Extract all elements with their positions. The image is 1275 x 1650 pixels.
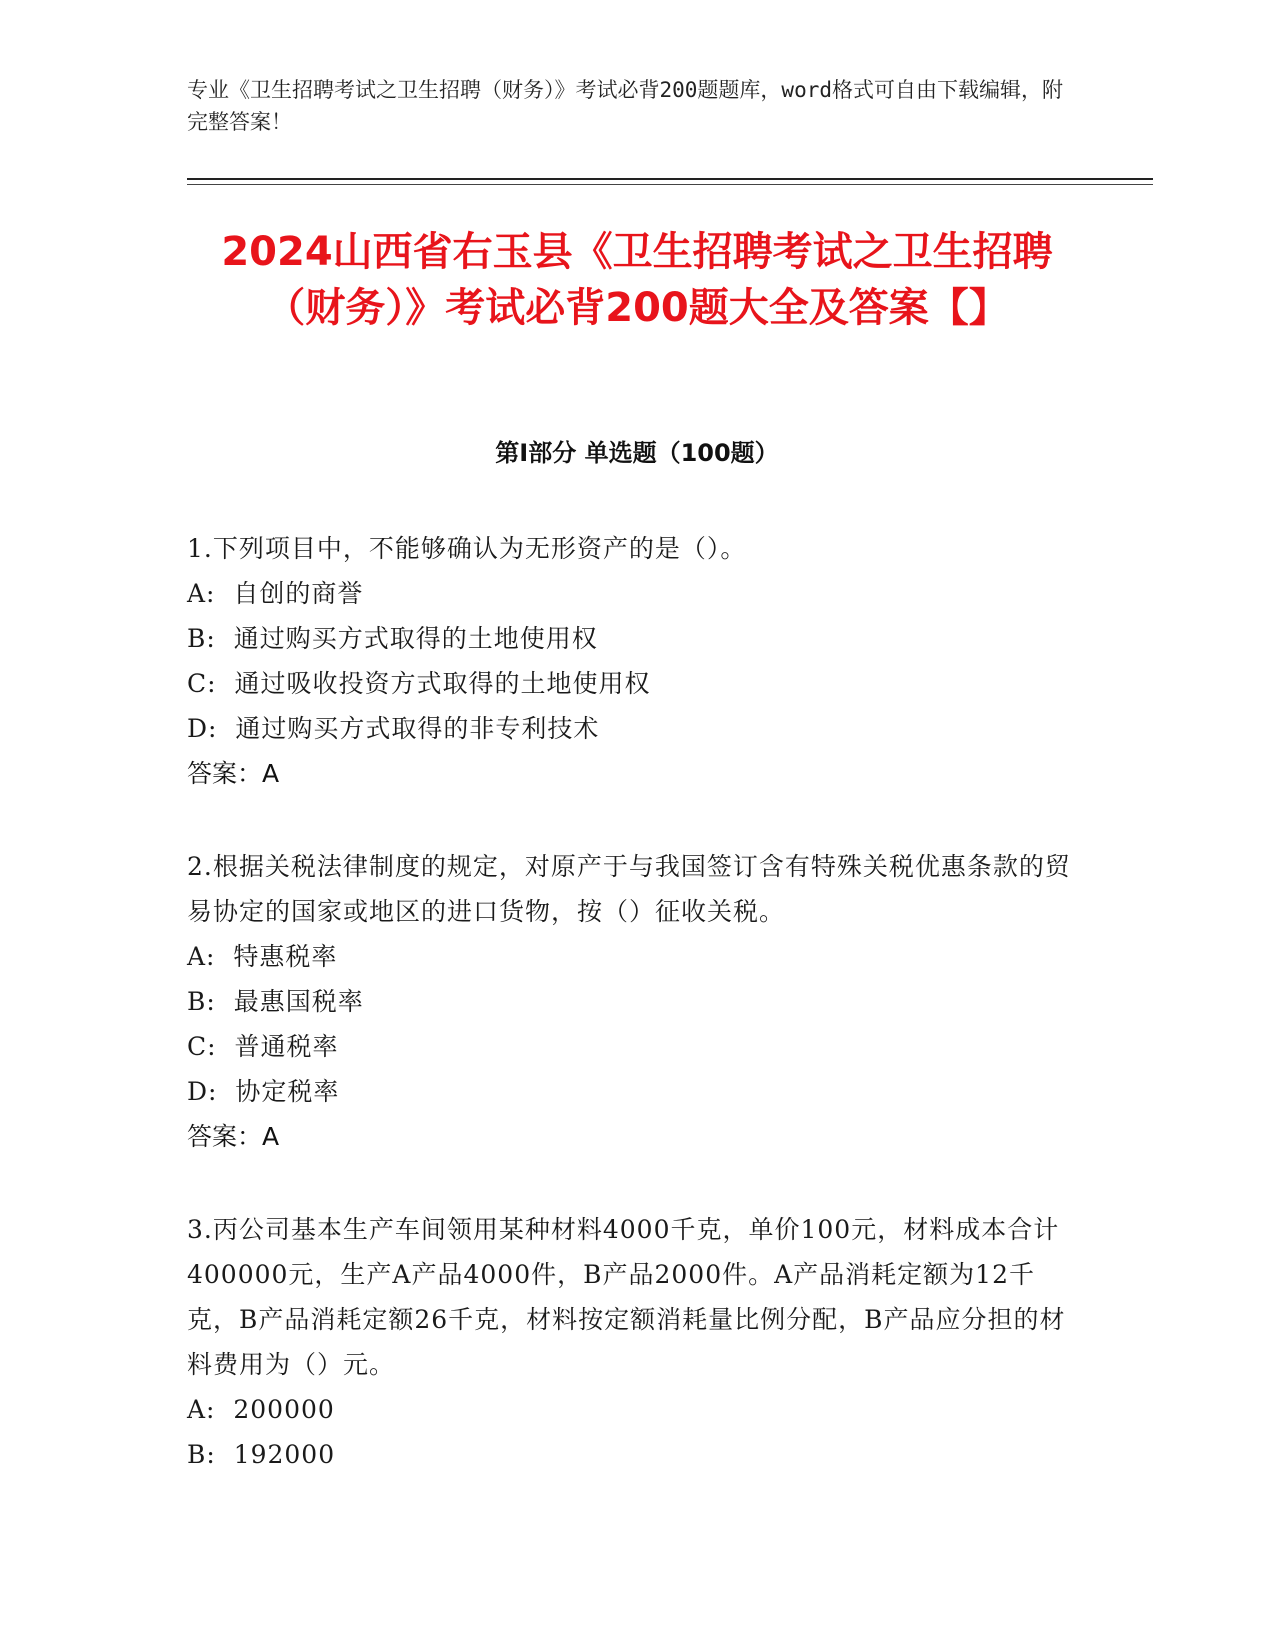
option-c: C: 普通税率 <box>187 1032 339 1061</box>
option-b: B: 192000 <box>187 1440 336 1469</box>
question-1 <box>187 526 1077 796</box>
document-title: 2024山西省右玉县《卫生招聘考试之卫生招聘（财务）》考试必背200题大全及答案【】 <box>221 229 1053 331</box>
section-title: 第I部分 单选题（100题） <box>495 439 779 467</box>
option-c: C: 通过吸收投资方式取得的土地使用权 <box>187 669 651 698</box>
option-b: B: 通过购买方式取得的土地使用权 <box>187 624 598 653</box>
answer: 答案：A <box>187 759 280 788</box>
question-2 <box>187 844 1077 1159</box>
question-stem: 2.根据关税法律制度的规定，对原产于与我国签订含有特殊关税优惠条款的贸易协定的国家或地区的进口货物，按（）征收关税。 <box>187 852 1071 926</box>
question-3 <box>187 1207 1077 1477</box>
question-stem: 3.丙公司基本生产车间领用某种材料4000千克，单价100元，材料成本合计400000元，生产A产品4000件，B产品2000件。A产品消耗定额为12千克，B产品消耗定额26千克，材料按定额消耗量比例分配，B产品应分担的材料费用为（）元。 <box>187 1215 1066 1379</box>
answer: 答案：A <box>187 1122 280 1151</box>
header-divider-thick <box>187 178 1153 180</box>
option-a: A: 特惠税率 <box>187 942 338 971</box>
question-list <box>187 526 1077 1525</box>
option-a: A: 200000 <box>187 1395 335 1424</box>
option-d: D: 协定税率 <box>187 1077 340 1106</box>
option-a: A: 自创的商誉 <box>187 579 364 608</box>
question-stem: 1.下列项目中，不能够确认为无形资产的是（）。 <box>187 534 747 563</box>
header-note: 专业《卫生招聘考试之卫生招聘（财务）》考试必背200题题库，word格式可自由下载编辑，附完整答案！ <box>187 78 1063 134</box>
header-divider-thin <box>187 184 1153 185</box>
option-d: D: 通过购买方式取得的非专利技术 <box>187 714 600 743</box>
option-b: B: 最惠国税率 <box>187 987 364 1016</box>
